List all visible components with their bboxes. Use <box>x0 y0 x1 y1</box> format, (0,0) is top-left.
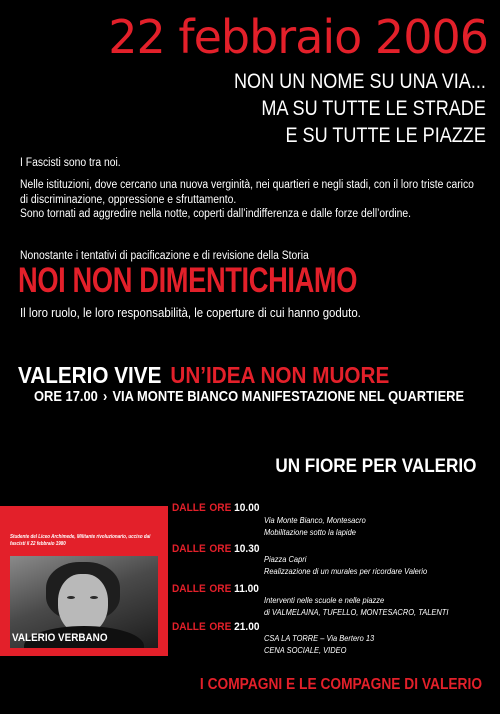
portrait-eye <box>67 596 75 599</box>
headline: NOI NON DIMENTICHIAMO <box>18 261 358 300</box>
schedule-hour: 21.00 <box>234 621 260 633</box>
schedule-details <box>264 514 366 538</box>
slogan-line: NON UN NOME SU UNA VIA... <box>234 70 486 93</box>
photo-name: VALERIO VERBANO <box>12 632 108 644</box>
schedule-dalle: DALLE <box>172 583 206 595</box>
schedule-ore: ORE <box>209 583 232 595</box>
intro-paragraph: Nelle istituzioni, dove cercano una nuova verginità, nei quartieri e negli stadi, con il loro triste carico di discriminazione, oppressione e sfruttamento. <box>20 179 474 206</box>
portrait-eye <box>90 596 98 599</box>
rally-title-white: VALERIO VIVE <box>18 362 162 388</box>
schedule-hour: 10.30 <box>234 543 260 555</box>
schedule-line: Interventi nelle scuole e nelle piazze <box>264 595 385 605</box>
schedule-time <box>172 621 260 634</box>
subline: Il loro ruolo, le loro responsabilità, le coperture di cui hanno goduto. <box>20 305 361 320</box>
intro-paragraph: I Fascisti sono tra noi. <box>20 157 121 169</box>
footer-signature: I COMPAGNI E LE COMPAGNE DI VALERIO <box>199 676 482 693</box>
schedule-line: di VALMELAINA, TUFELLO, MONTESACRO, TALENTI <box>264 607 449 617</box>
rally-details: VIA MONTE BIANCO MANIFESTAZIONE NEL QUARTIERE <box>112 388 465 405</box>
intro-paragraph: Sono tornati ad aggredire nella notte, coperti dall’indifferenza e dalle forze dell’ordine. <box>20 208 412 220</box>
rally-time: ORE 17.00 <box>34 388 98 405</box>
rally-info <box>34 388 464 406</box>
intro-paragraph: Nonostante i tentativi di pacificazione e di revisione della Storia <box>20 250 309 262</box>
schedule-ore: ORE <box>209 502 232 514</box>
schedule-time <box>172 502 260 515</box>
schedule-line: CSA LA TORRE – Via Bertero 13 <box>264 633 375 643</box>
schedule-time <box>172 583 259 596</box>
memorial-photo-card <box>0 506 168 656</box>
slogan-line: MA SU TUTTE LE STRADE <box>261 97 486 120</box>
schedule-details <box>264 632 374 656</box>
schedule-line: Piazza Capri <box>264 554 307 564</box>
photo-caption: Studente del Liceo Archimede, Militante rivoluzionario, ucciso dai fascisti il 22 febbraio 1980 <box>10 534 151 547</box>
slogan <box>234 68 486 149</box>
slogan-line: E SU TUTTE LE PIAZZE <box>285 124 486 147</box>
rally-title <box>18 362 389 388</box>
chevron-right-icon: › <box>102 388 108 405</box>
flower-title: UN FIORE PER VALERIO <box>274 456 476 477</box>
schedule-line: Mobilitazione sotto la lapide <box>264 527 356 537</box>
schedule-hour: 10.00 <box>234 502 260 514</box>
schedule-details <box>264 553 427 577</box>
schedule-line: Via Monte Bianco, Montesacro <box>264 515 366 525</box>
schedule-hour: 11.00 <box>234 583 259 595</box>
rally-title-red: UN’IDEA NON MUORE <box>170 362 390 388</box>
date-heading: 22 febbraio 2006 <box>108 10 488 64</box>
schedule-dalle: DALLE <box>172 621 206 633</box>
schedule-line: CENA SOCIALE, VIDEO <box>264 645 347 655</box>
schedule-line: Realizzazione di un murales per ricordare Valerio <box>264 566 428 576</box>
schedule-ore: ORE <box>209 621 232 633</box>
schedule-details <box>264 594 448 618</box>
schedule-dalle: DALLE <box>172 502 206 514</box>
portrait-face <box>58 574 108 634</box>
schedule-dalle: DALLE <box>172 543 206 555</box>
schedule-time <box>172 543 260 556</box>
schedule-ore: ORE <box>209 543 232 555</box>
